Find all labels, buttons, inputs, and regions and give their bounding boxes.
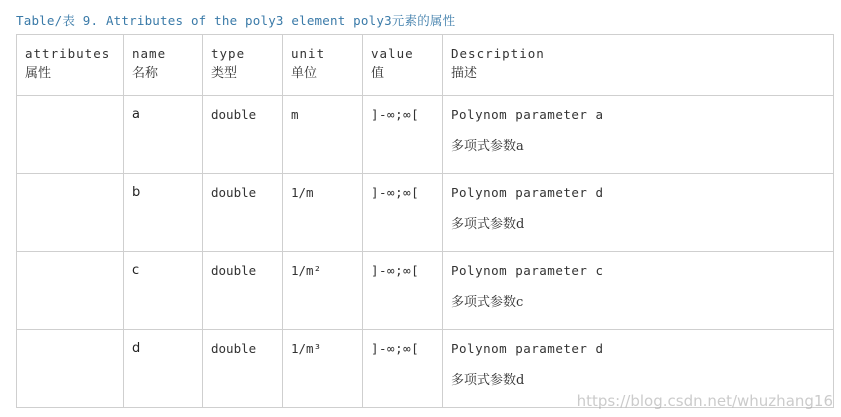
description-en: Polynom parameter c bbox=[451, 263, 604, 278]
cell-unit: 1/m bbox=[283, 174, 363, 252]
table-header-row bbox=[17, 35, 834, 96]
header-label-en: unit bbox=[291, 46, 326, 61]
cell-value: ]-∞;∞[ bbox=[363, 174, 443, 252]
description-zh: 多项式参数d bbox=[451, 217, 525, 232]
watermark: https://blog.csdn.net/whuzhang16 bbox=[576, 392, 833, 410]
cell-name: a bbox=[124, 96, 203, 174]
table-caption: Table/表 9. Attributes of the poly3 element poly3元素的属性 bbox=[16, 13, 456, 28]
cell-description bbox=[443, 252, 834, 330]
header-description bbox=[443, 35, 834, 96]
header-label-zh: 单位 bbox=[291, 66, 318, 81]
cell-value: ]-∞;∞[ bbox=[363, 252, 443, 330]
header-label-en: type bbox=[211, 46, 246, 61]
cell-type: double bbox=[203, 330, 283, 408]
header-name bbox=[124, 35, 203, 96]
description-zh: 多项式参数a bbox=[451, 139, 524, 154]
cell-attribute bbox=[17, 252, 124, 330]
cell-description bbox=[443, 96, 834, 174]
cell-attribute bbox=[17, 330, 124, 408]
header-type bbox=[203, 35, 283, 96]
header-label-zh: 描述 bbox=[451, 66, 478, 81]
header-label-en: name bbox=[132, 46, 167, 61]
description-zh: 多项式参数d bbox=[451, 373, 525, 388]
cell-attribute bbox=[17, 174, 124, 252]
attributes-table bbox=[16, 34, 834, 408]
description-en: Polynom parameter a bbox=[451, 107, 604, 122]
cell-name: d bbox=[124, 330, 203, 408]
cell-description bbox=[443, 174, 834, 252]
header-unit bbox=[283, 35, 363, 96]
header-label-en: value bbox=[371, 46, 414, 61]
cell-type: double bbox=[203, 174, 283, 252]
cell-unit: 1/m² bbox=[283, 252, 363, 330]
description-en: Polynom parameter d bbox=[451, 341, 604, 356]
header-label-zh: 值 bbox=[371, 66, 385, 81]
cell-attribute bbox=[17, 96, 124, 174]
cell-type: double bbox=[203, 252, 283, 330]
header-attributes bbox=[17, 35, 124, 96]
header-label-en: attributes bbox=[25, 46, 111, 61]
header-label-zh: 名称 bbox=[132, 66, 159, 81]
cell-value: ]-∞;∞[ bbox=[363, 330, 443, 408]
cell-name: c bbox=[124, 252, 203, 330]
table-row bbox=[17, 96, 834, 174]
description-zh: 多项式参数c bbox=[451, 295, 524, 310]
table-row bbox=[17, 174, 834, 252]
header-label-en: Description bbox=[451, 46, 545, 61]
cell-value: ]-∞;∞[ bbox=[363, 96, 443, 174]
cell-unit: m bbox=[283, 96, 363, 174]
header-label-zh: 属性 bbox=[25, 66, 52, 81]
table-row bbox=[17, 252, 834, 330]
cell-type: double bbox=[203, 96, 283, 174]
header-label-zh: 类型 bbox=[211, 66, 238, 81]
cell-unit: 1/m³ bbox=[283, 330, 363, 408]
description-en: Polynom parameter d bbox=[451, 185, 604, 200]
header-value bbox=[363, 35, 443, 96]
cell-name: b bbox=[124, 174, 203, 252]
